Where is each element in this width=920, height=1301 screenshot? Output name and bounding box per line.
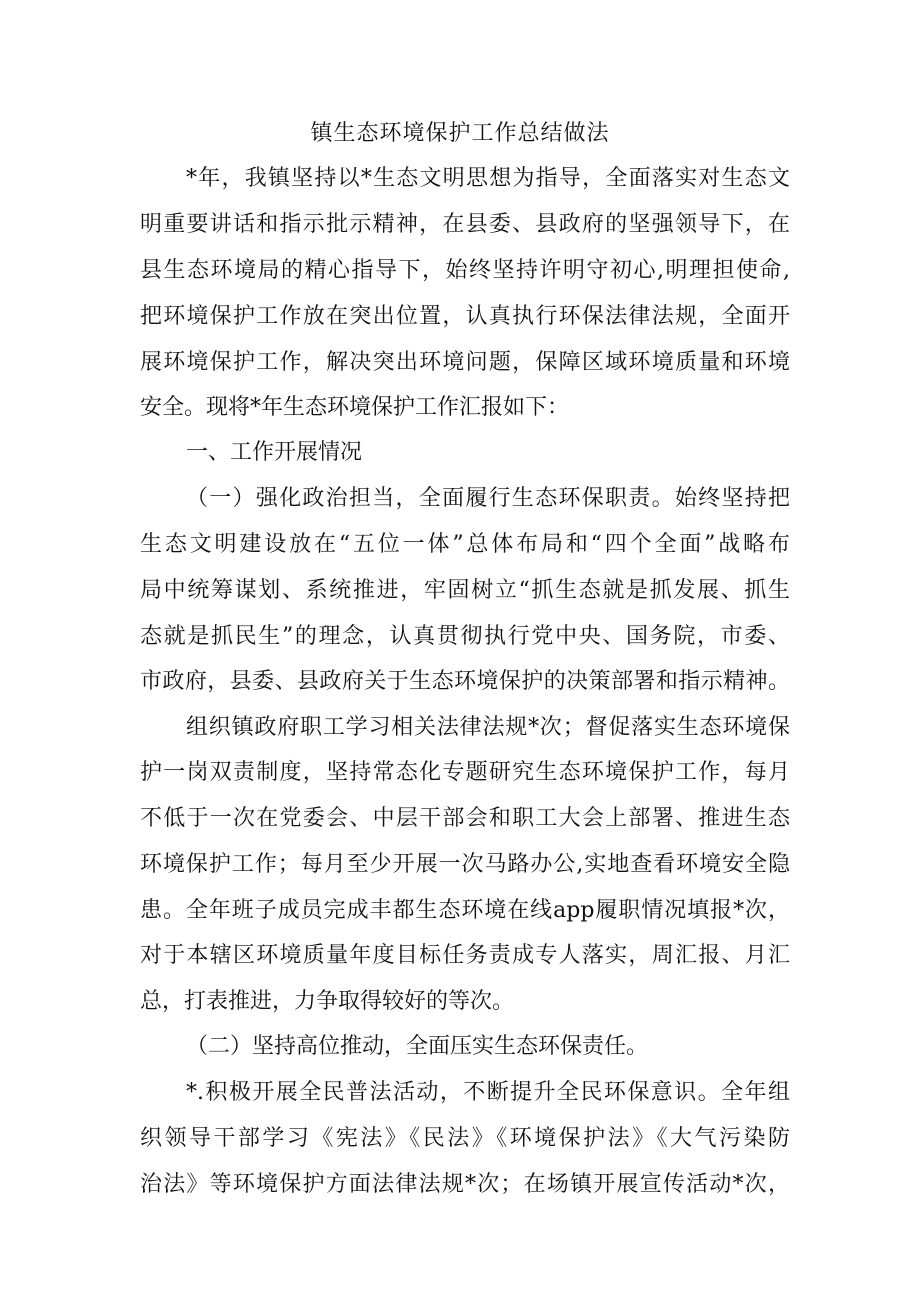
paragraph-line: 县生态环境局的精心指导下，始终坚持许明守初心,明理担使命, bbox=[140, 258, 790, 283]
paragraph-line: 安全。现将*年生态环境保护工作汇报如下： bbox=[140, 395, 570, 420]
paragraph-line: 总，打表推进，力争取得较好的等次。 bbox=[140, 989, 515, 1014]
paragraph-line: 把环境保护工作放在突出位置，认真执行环保法律法规，全面开 bbox=[140, 304, 790, 329]
paragraph-line: 展环境保护工作，解决突出环境问题，保障区域环境质量和环境 bbox=[140, 350, 790, 375]
paragraph-line: 护一岗双责制度，坚持常态化专题研究生态环境保护工作，每月 bbox=[140, 760, 790, 785]
paragraph-line: （一）强化政治担当，全面履行生态环保职责。始终坚持把 bbox=[186, 486, 790, 511]
paragraph-line: 对于本辖区环境质量年度目标任务责成专人落实，周汇报、月汇 bbox=[140, 943, 790, 968]
section-heading: 一、工作开展情况 bbox=[186, 440, 363, 465]
paragraph-line: 生态文明建设放在“五位一体”总体布局和“四个全面”战略布 bbox=[140, 532, 790, 557]
paragraph-line: 环境保护工作；每月至少开展一次马路办公,实地查看环境安全隐 bbox=[140, 852, 790, 877]
section-heading: （二）坚持高位推动，全面压实生态环保责任。 bbox=[186, 1034, 649, 1059]
paragraph-line: *年，我镇坚持以*生态文明思想为指导，全面落实对生态文 bbox=[186, 166, 790, 191]
paragraph-line: 组织镇政府职工学习相关法律法规*次；督促落实生态环境保 bbox=[186, 715, 790, 740]
document-title: 镇生态环境保护工作总结做法 bbox=[310, 121, 610, 146]
paragraph-line: 市政府，县委、县政府关于生态环境保护的决策部署和指示精神。 bbox=[140, 669, 790, 694]
paragraph-line: 局中统筹谋划、系统推进，牢固树立“抓生态就是抓发展、抓生 bbox=[140, 578, 790, 603]
paragraph-line: 织领导干部学习《宪法》《民法》《环境保护法》《大气污染防 bbox=[140, 1126, 790, 1151]
paragraph-line: 患。全年班子成员完成丰都生态环境在线app履职情况填报*次， bbox=[140, 898, 790, 923]
paragraph-line: 不低于一次在党委会、中层干部会和职工大会上部署、推进生态 bbox=[140, 806, 790, 831]
paragraph-line: 态就是抓民生”的理念，认真贯彻执行党中央、国务院，市委、 bbox=[140, 624, 790, 649]
paragraph-line: *.积极开展全民普法活动，不断提升全民环保意识。全年组 bbox=[186, 1080, 790, 1105]
paragraph-line: 明重要讲话和指示批示精神，在县委、县政府的坚强领导下，在 bbox=[140, 212, 790, 237]
paragraph-line: 治法》等环境保护方面法律法规*次；在场镇开展宣传活动*次， bbox=[140, 1172, 790, 1197]
